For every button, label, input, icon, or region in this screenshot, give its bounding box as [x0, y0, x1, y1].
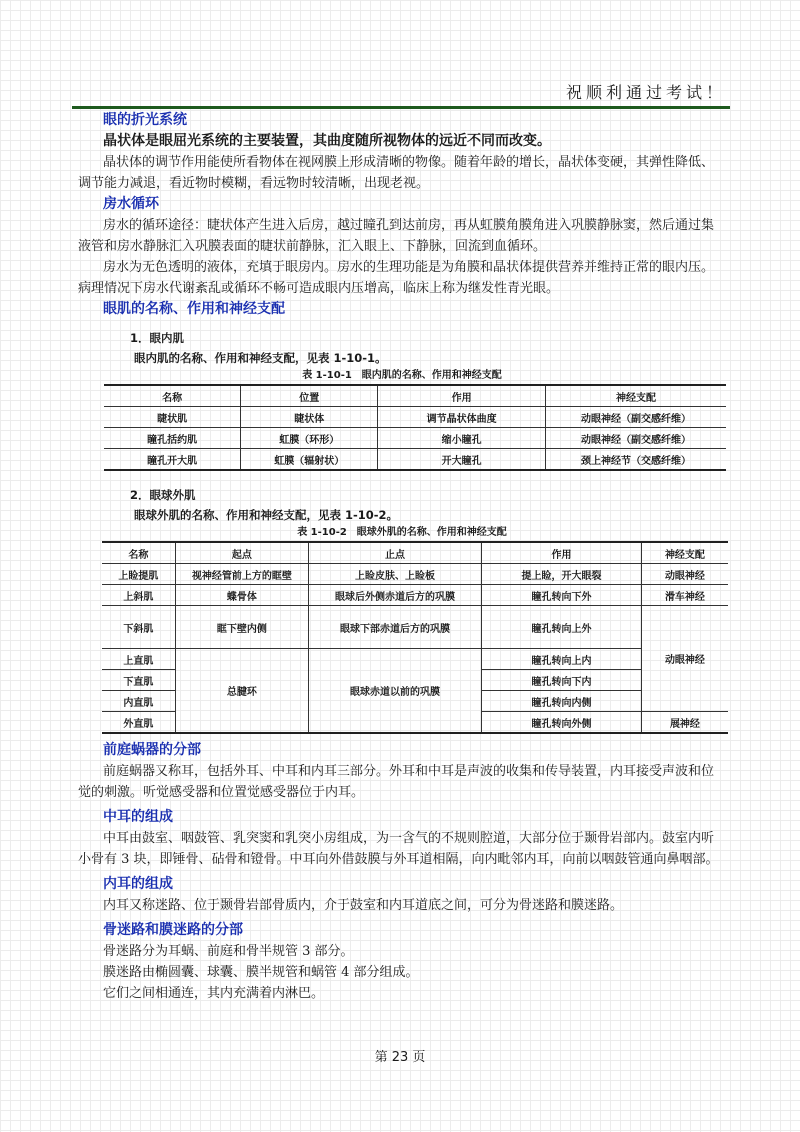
- table-header-cell: 起点: [175, 542, 308, 564]
- table-cell: 内直肌: [102, 691, 175, 712]
- table-cell-motor-nerve: 动眼神经: [641, 606, 728, 712]
- table-cell: 虹膜（辐射状）: [241, 449, 378, 471]
- table-header-cell: 名称: [104, 385, 241, 407]
- table-cell-sclera-anterior: 眼球赤道以前的巩膜: [308, 649, 481, 734]
- table-cell: 眼球下部赤道后方的巩膜: [308, 606, 481, 649]
- section-title-vestibulocochlear: 前庭蜗器的分部: [103, 742, 201, 758]
- table-row: [102, 649, 728, 670]
- table-header-cell: 止点: [308, 542, 481, 564]
- section-title-middle-ear: 中耳的组成: [103, 809, 173, 825]
- table-cell: 提上睑，开大眼裂: [482, 564, 642, 585]
- paragraph-membranous-labyrinth: 膜迷路由椭圆囊、球囊、膜半规管和蜗管 4 部分组成。: [103, 965, 419, 980]
- table-row: [104, 407, 726, 428]
- table-cell: 下斜肌: [102, 606, 175, 649]
- table-cell: 瞳孔转向内侧: [482, 691, 642, 712]
- paragraph-middle-ear: 中耳由鼓室、咽鼓管、乳突窦和乳突小房组成，为一含气的不规则腔道，大部分位于颞骨岩部内。鼓室内听小骨有 3 块，即锤骨、砧骨和镫骨。中耳向外借鼓膜与外耳道相隔，向内毗邻内耳，向前以咽鼓管通向鼻咽部。: [78, 831, 719, 867]
- section-title-eye-muscles: 眼肌的名称、作用和神经支配: [103, 301, 285, 317]
- table-header-cell: 神经支配: [641, 542, 728, 564]
- table-cell: 瞳孔转向外侧: [482, 712, 642, 734]
- table-cell: 眶下壁内侧: [175, 606, 308, 649]
- table-cell: 瞳孔括约肌: [104, 428, 241, 449]
- table-cell: 瞳孔转向上内: [482, 649, 642, 670]
- header-motto: 祝顺利通过考试！: [565, 83, 726, 102]
- section-title-aqueous: 房水循环: [103, 196, 159, 212]
- page-content: [78, 110, 726, 1004]
- extraocular-description: 眼球外肌的名称、作用和神经支配，见表 1-10-2。: [134, 508, 399, 522]
- table-extraocular-muscles: [102, 541, 728, 734]
- paragraph-bony-labyrinth: 骨迷路分为耳蜗、前庭和骨半规管 3 部分。: [103, 944, 354, 959]
- key-point-lens: 晶状体是眼屈光系统的主要装置，其曲度随所视物体的远近不同而改变。: [103, 133, 551, 149]
- table-cell: 上直肌: [102, 649, 175, 670]
- table-cell: 睫状体: [241, 407, 378, 428]
- table1-caption: 表 1-10-1 眼内肌的名称、作用和神经支配: [302, 370, 502, 381]
- header-divider: [72, 106, 730, 109]
- table-row: [102, 606, 728, 649]
- table-cell-common-tendon: 总腱环: [175, 649, 308, 734]
- table-cell: 虹膜（环形）: [241, 428, 378, 449]
- scanned-tables-block: [78, 328, 726, 734]
- table-cell: 缩小瞳孔: [378, 428, 546, 449]
- table-row: [104, 428, 726, 449]
- table-header-row: [104, 385, 726, 407]
- table-cell: 调节晶状体曲度: [378, 407, 546, 428]
- table-header-cell: 名称: [102, 542, 175, 564]
- table-cell: 瞳孔转向下外: [482, 585, 642, 606]
- table-intraocular-muscles: [104, 384, 726, 471]
- table-cell: 蝶骨体: [175, 585, 308, 606]
- table-header-cell: 神经支配: [546, 385, 726, 407]
- paragraph-lens: 晶状体的调节作用能使所看物体在视网膜上形成清晰的物像。随着年龄的增长，晶状体变硬，其弹性降低、调节能力减退，看近物时模糊，看远物时较清晰，出现老视。: [78, 155, 715, 191]
- table-cell: 动眼神经（副交感纤维）: [546, 407, 726, 428]
- table-row: [102, 585, 728, 606]
- table-cell: 上睑皮肤、上睑板: [308, 564, 481, 585]
- table-cell: 睫状肌: [104, 407, 241, 428]
- table-cell: 上睑提肌: [102, 564, 175, 585]
- subheading-extraocular: 2．眼球外肌: [130, 488, 196, 502]
- table-row: [104, 449, 726, 471]
- intraocular-description: 眼内肌的名称、作用和神经支配，见表 1-10-1。: [134, 351, 387, 365]
- table-cell: 颈上神经节（交感纤维）: [546, 449, 726, 471]
- section-title-inner-ear: 内耳的组成: [103, 876, 173, 892]
- subheading-intraocular: 1．眼内肌: [130, 331, 185, 345]
- paragraph-vestibulocochlear: 前庭蜗器又称耳，包括外耳、中耳和内耳三部分。外耳和中耳是声波的收集和传导装置，内耳接受声波和位觉的刺激。听觉感受器和位置觉感受器位于内耳。: [78, 764, 715, 800]
- table-cell: 瞳孔开大肌: [104, 449, 241, 471]
- table-cell: 外直肌: [102, 712, 175, 734]
- table2-caption: 表 1-10-2 眼球外肌的名称、作用和神经支配: [297, 527, 507, 538]
- table-header-cell: 作用: [482, 542, 642, 564]
- paragraph-endolymph: 它们之间相通连，其内充满着内淋巴。: [103, 986, 325, 1001]
- table-cell: 展神经: [641, 712, 728, 734]
- table-cell: 开大瞳孔: [378, 449, 546, 471]
- table-cell: 瞳孔转向下内: [482, 670, 642, 691]
- table-cell: 眼球后外侧赤道后方的巩膜: [308, 585, 481, 606]
- section-title-labyrinth: 骨迷路和膜迷路的分部: [103, 922, 243, 938]
- table-cell: 上斜肌: [102, 585, 175, 606]
- table-header-cell: 作用: [378, 385, 546, 407]
- section-title-refraction: 眼的折光系统: [103, 112, 187, 128]
- paragraph-inner-ear: 内耳又称迷路、位于颞骨岩部骨质内，介于鼓室和内耳道底之间，可分为骨迷路和膜迷路。: [103, 898, 624, 913]
- paragraph-aqueous-path: 房水的循环途径：睫状体产生进入后房，越过瞳孔到达前房，再从虹膜角膜角进入巩膜静脉窦，然后通过集液管和房水静脉汇入巩膜表面的睫状前静脉，汇入眼上、下静脉，回流到血循环。: [78, 218, 715, 254]
- table-header-cell: 位置: [241, 385, 378, 407]
- table-cell: 瞳孔转向上外: [482, 606, 642, 649]
- paragraph-aqueous-function: 房水为无色透明的液体，充填于眼房内。房水的生理功能是为角膜和晶状体提供营养并维持正常的眼内压。病理情况下房水代谢紊乱或循环不畅可造成眼内压增高，临床上称为继发性青光眼。: [78, 260, 715, 296]
- table-cell: 动眼神经（副交感纤维）: [546, 428, 726, 449]
- table-cell: 视神经管前上方的眶壁: [175, 564, 308, 585]
- table-header-row: [102, 542, 728, 564]
- table-cell: 滑车神经: [641, 585, 728, 606]
- table-cell: 动眼神经: [641, 564, 728, 585]
- table-cell: 下直肌: [102, 670, 175, 691]
- table-row: [102, 564, 728, 585]
- page-number: 第 23 页: [374, 1050, 426, 1065]
